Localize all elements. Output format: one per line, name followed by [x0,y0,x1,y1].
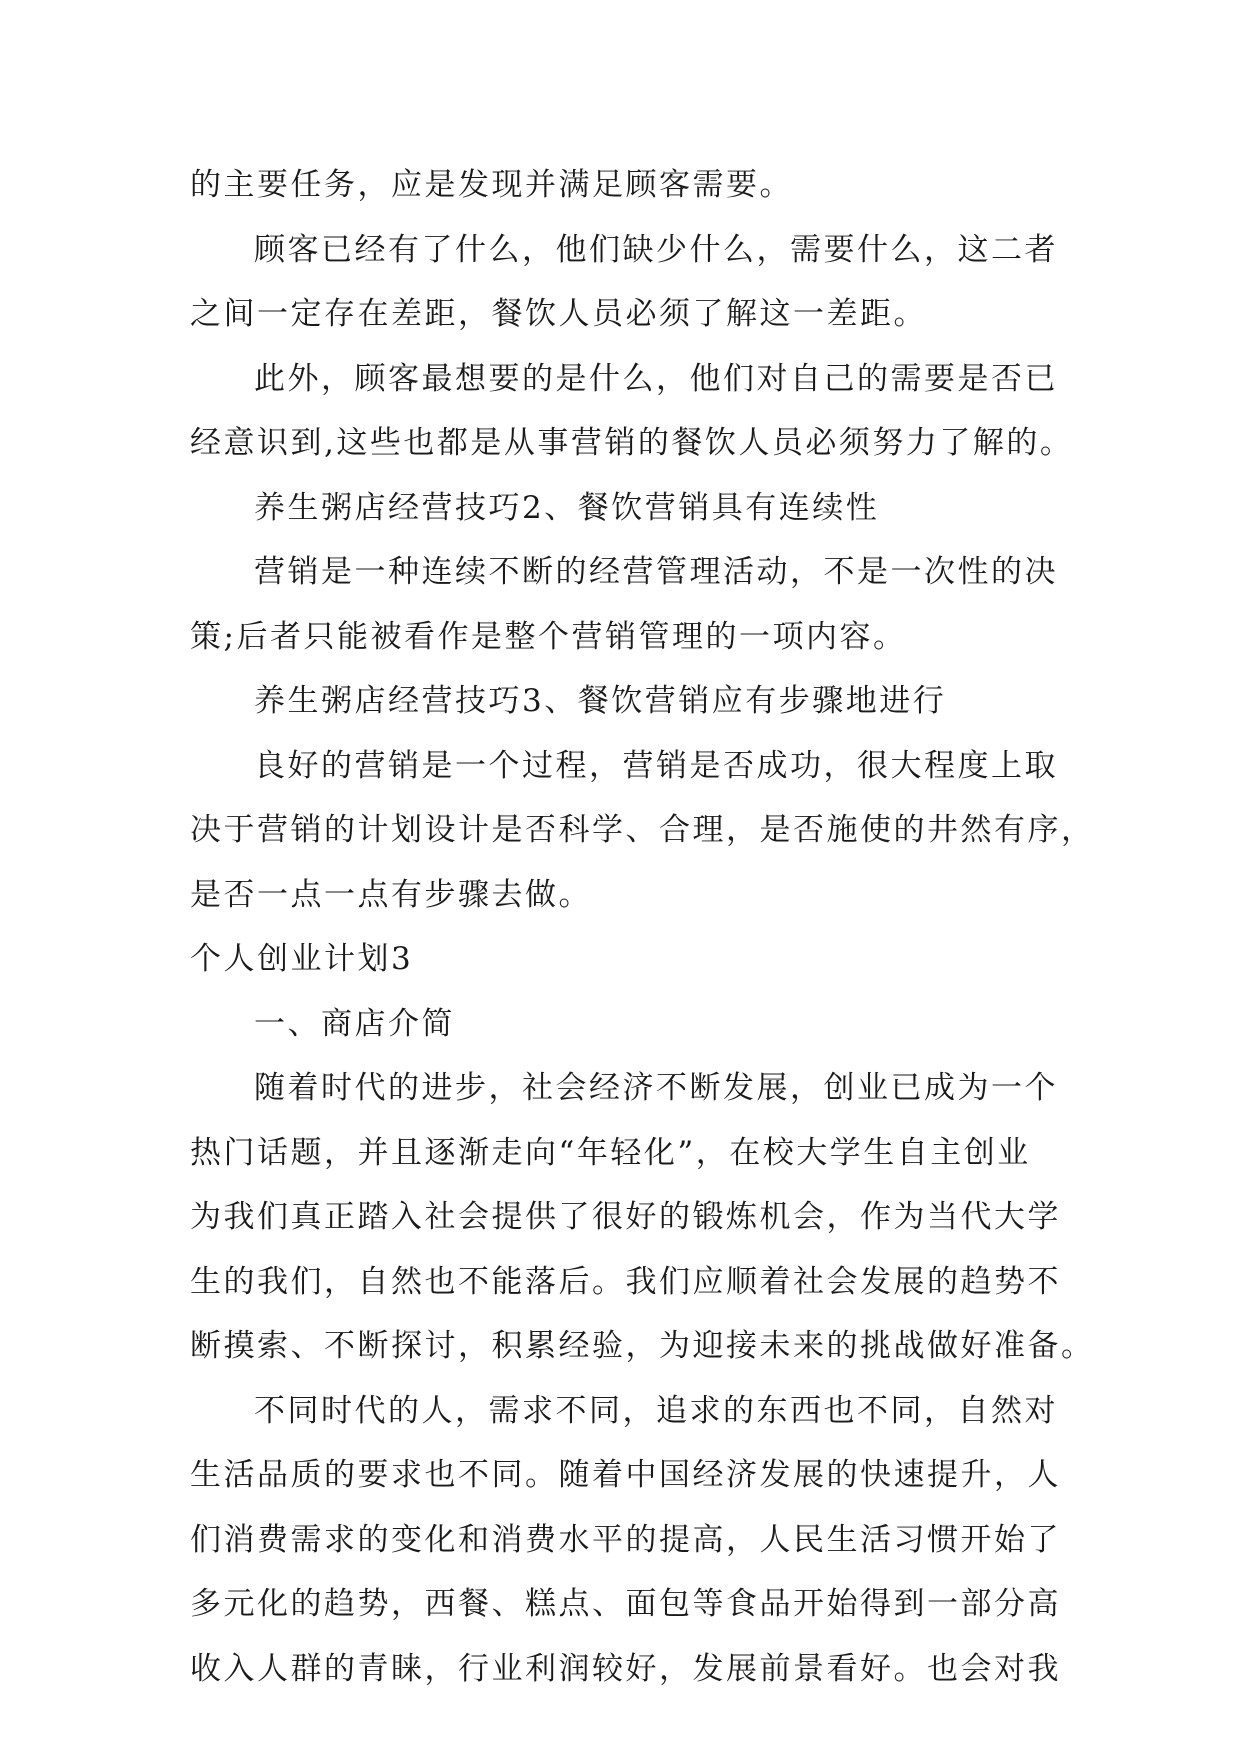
text-line: 良好的营销是一个过程，营销是否成功，很大程度上取 [254,747,1058,784]
text-line: 此外，顾客最想要的是什么，他们对自己的需要是否已 [254,360,1058,397]
text-line: 多元化的趋势，西餐、糕点、面包等食品开始得到一部分高 [190,1586,1061,1622]
text-line: 个人创业计划3 [190,941,414,977]
text-line: 不同时代的人，需求不同，追求的东西也不同，自然对 [254,1392,1058,1429]
text-line: 的主要任务，应是发现并满足顾客需要。 [190,167,793,203]
text-line: 热门话题，并且逐渐走向“年轻化”，在校大学生自主创业 [190,1134,1031,1171]
text-line: 养生粥店经营技巧3、餐饮营销应有步骤地进行 [254,683,947,719]
text-line: 顾客已经有了什么，他们缺少什么，需要什么，这二者 [254,231,1058,268]
text-line: 是否一点一点有步骤去做。 [190,876,592,913]
text-line: 断摸索、不断探讨，积累经验，为迎接未来的挑战做好准备。 [190,1328,1095,1364]
text-line: 策;后者只能被看作是整个营销管理的一项内容。 [190,618,907,655]
text-line: 一、商店介简 [254,1005,455,1042]
document-body [190,153,1095,1701]
text-line: 随着时代的进步，社会经济不断发展，创业已成为一个 [254,1070,1058,1106]
text-line: 营销是一种连续不断的经营管理活动，不是一次性的决 [254,554,1058,590]
text-line: 们消费需求的变化和消费水平的提高，人民生活习惯开始了 [190,1521,1061,1558]
text-line: 之间一定存在差距，餐饮人员必须了解这一差距。 [190,296,927,332]
text-line: 生活品质的要求也不同。随着中国经济发展的快速提升，人 [190,1457,1061,1493]
text-line: 决于营销的计划设计是否科学、合理，是否施使的井然有序， [190,812,1095,848]
text-line: 养生粥店经营技巧2、餐饮营销具有连续性 [254,489,880,526]
text-line: 为我们真正踏入社会提供了很好的锻炼机会，作为当代大学 [190,1199,1061,1235]
text-line: 收入人群的青睐，行业利润较好，发展前景看好。也会对我 [190,1650,1061,1687]
text-line: 生的我们，自然也不能落后。我们应顺着社会发展的趋势不 [190,1263,1061,1300]
text-line: 经意识到,这些也都是从事营销的餐饮人员必须努力了解的。 [190,425,1074,461]
